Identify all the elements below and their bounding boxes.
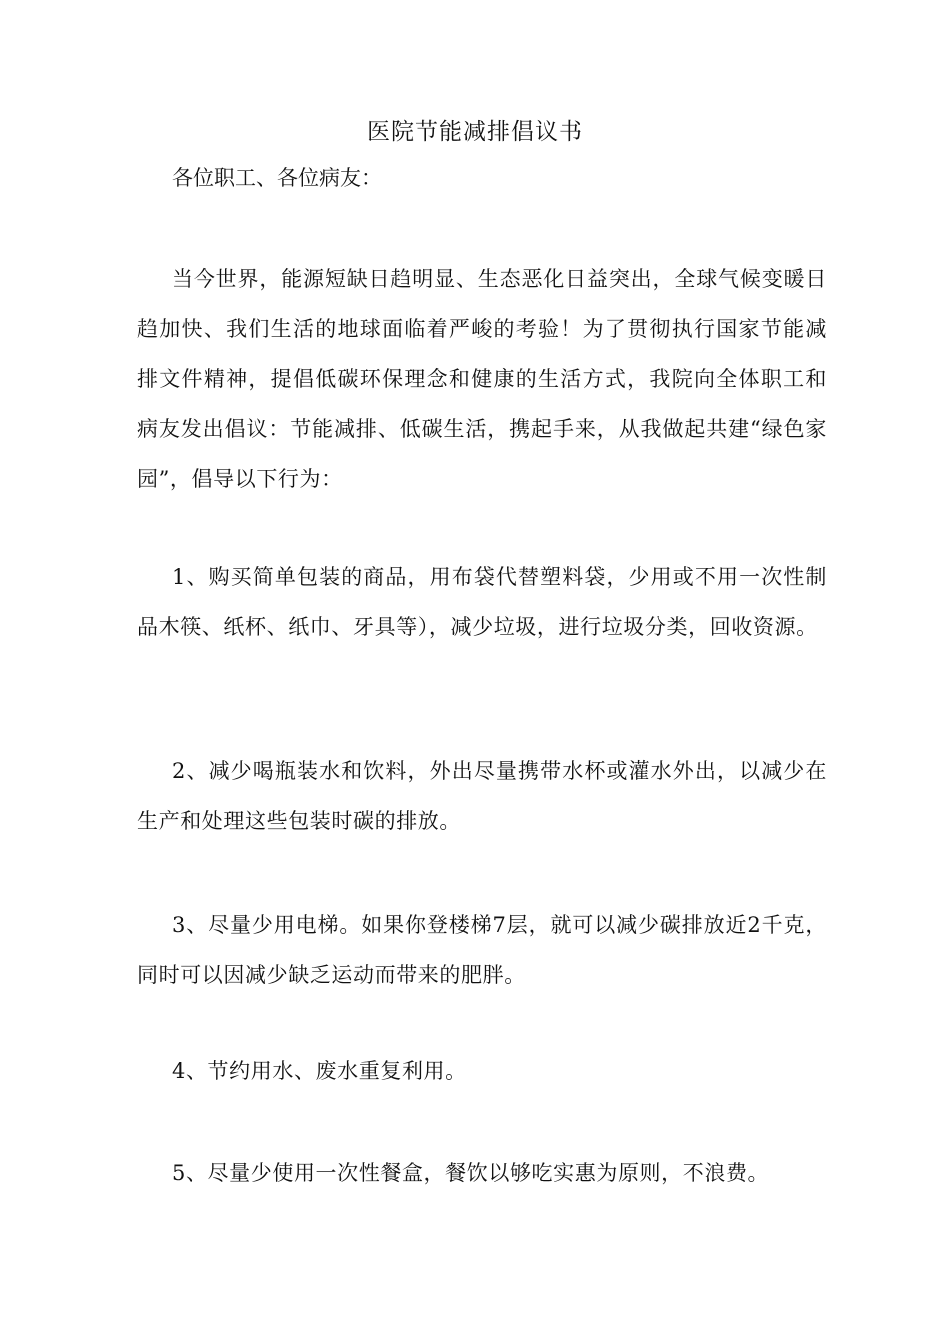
proposal-item-5: 5、尽量少使用一次性餐盒，餐饮以够吃实惠为原则，不浪费。 <box>172 1161 770 1185</box>
proposal-item-1: 1、购买简单包装的商品，用布袋代替塑料袋，少用或不用一次性制品木筷、纸杯、纸巾、牙具等），减少垃圾，进行垃圾分类，回收资源。 <box>137 565 827 639</box>
proposal-item-2: 2、减少喝瓶装水和饮料，外出尽量携带水杯或灌水外出，以减少在生产和处理这些包装时碳的排放。 <box>137 759 827 833</box>
salutation: 各位职工、各位病友： <box>172 166 382 190</box>
proposal-item-4: 4、节约用水、废水重复利用。 <box>172 1059 467 1083</box>
document-title: 医院节能减排倡议书 <box>367 119 583 145</box>
proposal-item-3: 3、尽量少用电梯。如果你登楼梯7层，就可以减少碳排放近2千克，同时可以因减少缺乏运动而带来的肥胖。 <box>137 913 827 987</box>
intro-paragraph: 当今世界，能源短缺日趋明显、生态恶化日益突出，全球气候变暖日趋加快、我们生活的地球面临着严峻的考验！为了贯彻执行国家节能减排文件精神，提倡低碳环保理念和健康的生活方式，我院向全体职工和病友发出倡议：节能减排、低碳生活，携起手来，从我做起共建“绿色家园”，倡导以下行为： <box>137 267 827 491</box>
